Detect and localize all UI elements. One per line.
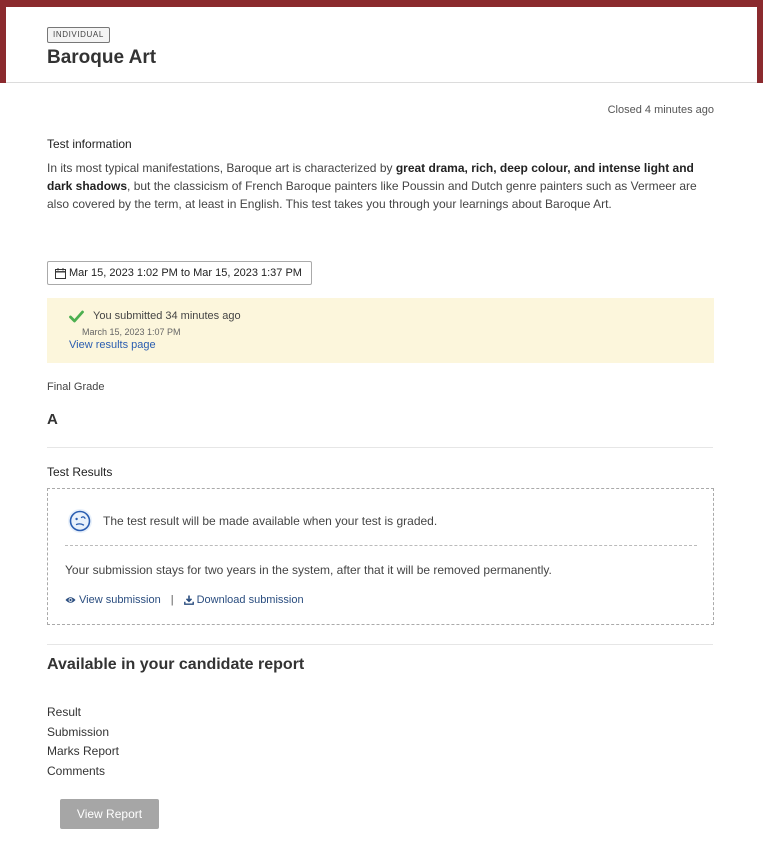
divider: [47, 644, 713, 645]
test-results-box: [47, 488, 714, 625]
final-grade-value: A: [47, 411, 58, 428]
page-title: Baroque Art: [47, 47, 157, 68]
test-description-bold: great drama, rich, deep colour, and intense light and dark shadows: [47, 161, 694, 193]
header: [6, 7, 757, 83]
divider: [47, 447, 713, 448]
inner-divider: [65, 545, 697, 546]
report-item-submission: Submission: [47, 724, 110, 739]
report-item-comments: Comments: [47, 764, 106, 779]
view-report-button[interactable]: View Report: [60, 799, 159, 829]
calendar-icon: [55, 268, 66, 279]
test-information-label: Test information: [47, 137, 132, 151]
test-description-part1: In its most typical manifestations, Baroque art is characterized by: [47, 161, 396, 175]
action-separator: |: [170, 594, 174, 606]
submitted-date: March 15, 2023 1:07 PM: [82, 327, 181, 337]
download-submission-label: Download submission: [196, 594, 304, 606]
pending-face-icon: [67, 508, 93, 534]
candidate-report-items: [47, 703, 119, 782]
view-results-link[interactable]: View results page: [69, 339, 156, 351]
retention-message: Your submission stays for two years in the system, after that it will be removed permanently.: [65, 563, 552, 577]
graded-message: The test result will be made available when your test is graded.: [103, 514, 438, 528]
test-results-label: Test Results: [47, 465, 113, 479]
report-item-marks-report: Marks Report: [47, 744, 120, 759]
check-icon: [69, 310, 84, 323]
eye-icon: [65, 596, 76, 604]
main-content: [0, 84, 763, 852]
date-range-text: Mar 15, 2023 1:02 PM to Mar 15, 2023 1:37 PM: [69, 267, 302, 279]
final-grade-label: Final Grade: [47, 381, 105, 393]
submission-notice: [47, 298, 714, 363]
view-submission-label: View submission: [79, 594, 161, 606]
test-description-part2: , but the classicism of French Baroque painters like Poussin and Dutch genre painters such as Vermeer are also covered by the term, at least in English. This test takes you through your learnings about Baroque Art.: [47, 179, 697, 211]
view-submission-link[interactable]: [65, 594, 161, 606]
submission-actions: [65, 594, 304, 606]
test-type-badge: INDIVIDUAL: [47, 27, 110, 43]
download-submission-link[interactable]: [184, 594, 304, 606]
closed-status: Closed 4 minutes ago: [607, 104, 714, 116]
candidate-report-title: Available in your candidate report: [47, 656, 305, 673]
download-icon: [184, 595, 194, 605]
date-range: [47, 261, 312, 285]
report-item-result: Result: [47, 705, 82, 719]
submitted-text: You submitted 34 minutes ago: [93, 310, 241, 322]
test-description: [47, 159, 713, 213]
